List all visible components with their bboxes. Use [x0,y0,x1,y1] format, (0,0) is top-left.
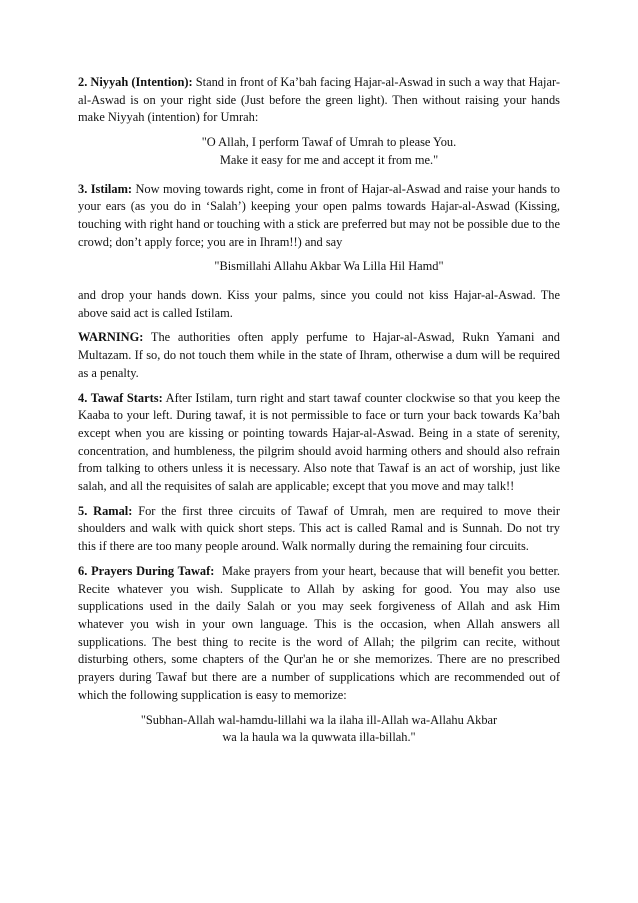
paragraph-istilam [78,181,560,252]
text-istilam-cont: and drop your hands down. Kiss your palms, since you could not kiss Hajar-al-Aswad. The above said act is called Istilam. [78,288,560,320]
paragraph-warning [78,329,560,382]
quote-tawaf-line-1: "Subhan-Allah wal-hamdu-lillahi wa la ilaha ill-Allah wa-Allahu Akbar [140,712,498,727]
quote-istilam-line: "Bismillahi Allahu Akbar Wa Lilla Hil Hamd" [214,259,444,274]
heading-ramal: 5. Ramal: [78,503,133,518]
document-body [78,74,564,758]
paragraph-prayers [78,563,564,705]
text-prayers: Make prayers from your heart, because that will benefit you better. Recite whatever you wish. Supplicate to Allah by asking for good. You may also use supplications used in the daily Salah or you may seek forgiveness of Allah and ask Him whatever you wish in your own language. This is the occasion, when Allah answers all supplications. The best thing to recite is the word of Allah; the pilgrim can recite, without disturbing others, some chapters of the Qur'an he or she memorizes. There are no prescribed prayers during Tawaf but there are a number of supplications which are recommended out of which the following supplication is easy to memorize: [78,563,564,702]
text-tawaf-starts: After Istilam, turn right and start tawaf counter clockwise so that you keep the Kaaba to your left. During tawaf, it is not permissible to face or turn your back towards Ka’bah except when you are kissing or pointing towards Hajar-al-Aswad. Being in a state of serenity, concentration, and humbleness, the pilgrim should avoid harming others and should also refrain from talking to others unless it is necessary. Also note that Tawaf is an act of worship, just like salah, and all the requisites of salah are applicable; except that you move and may talk!! [78,390,560,494]
paragraph-ramal [78,503,560,556]
text-niyyah: Stand in front of Ka’bah facing Hajar-al-Aswad in such a way that Hajar-al-Aswad is on your right side (Just before the green light). Then without raising your hands make Niyyah (intention) for Umrah: [78,75,560,125]
heading-istilam: 3. Istilam: [78,181,133,196]
paragraph-istilam-cont [78,287,560,322]
quote-niyyah-line-2: Make it easy for me and accept it from me." [219,152,439,167]
quote-tawaf-line-2: wa la haula wa la quwwata illa-billah." [222,730,416,745]
paragraph-tawaf-starts [78,390,560,496]
paragraph-niyyah [78,74,560,127]
heading-prayers: 6. Prayers During Tawaf: [78,563,215,578]
quote-niyyah-line-1: "O Allah, I perform Tawaf of Umrah to please You. [201,135,457,150]
text-warning: The authorities often apply perfume to Hajar-al-Aswad, Rukn Yamani and Multazam. If so, do not touch them while in the state of Ihram, otherwise a dum will be required as a penalty. [78,330,560,380]
heading-tawaf-starts: 4. Tawaf Starts: [78,390,163,405]
quote-istilam [78,258,560,276]
quote-niyyah [78,134,560,169]
heading-niyyah: 2. Niyyah (Intention): [78,75,193,89]
text-ramal: For the first three circuits of Tawaf of Umrah, men are required to move their shoulders and walk with quick short steps. This act is called Ramal and is Sunnah. Do not try this if there are too many people around. Walk normally during the remaining four circuits. [78,503,560,554]
text-istilam: Now moving towards right, come in front of Hajar-al-Aswad and raise your hands to your ears (as you do in ‘Salah’) keeping your open palms towards Hajar-al-Aswad (Kissing, touching with right hand or touching with a stick are preferred but may not be possible due to the crowd; don’t apply force; you are in Ihram!!) and say [78,181,560,249]
quote-tawaf [78,712,560,747]
heading-warning: WARNING: [78,330,144,345]
